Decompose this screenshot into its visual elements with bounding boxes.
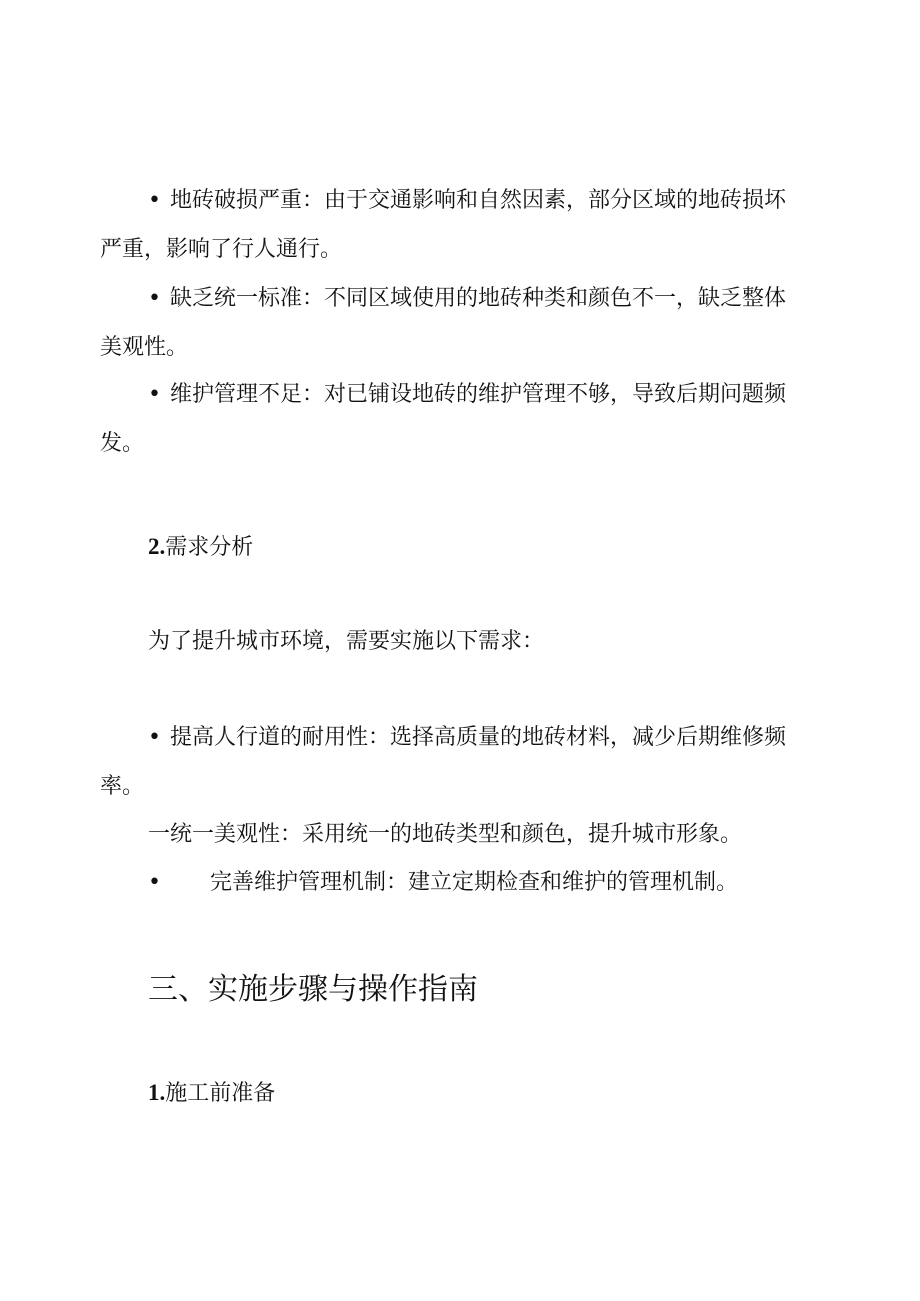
section-3-1-number: 1.	[148, 1080, 166, 1105]
section-2-title: 需求分析	[165, 535, 254, 560]
requirement-item-1-line1: • 提高人行道的耐用性：选择高质量的地砖材料，减少后期维修频	[100, 713, 818, 762]
bullet-icon: •	[148, 382, 161, 407]
bullet-icon: •	[148, 870, 161, 895]
problem-item-3-line2: 发。	[100, 431, 145, 456]
requirements-intro: 为了提升城市环境，需要实施以下需求：	[148, 629, 545, 654]
section-2-heading	[148, 532, 253, 563]
bullet-icon: •	[148, 286, 161, 311]
requirement-item-2: 一统一美观性：采用统一的地砖类型和颜色，提升城市形象。	[148, 822, 743, 847]
section-3-1-title: 施工前准备	[165, 1081, 276, 1106]
problem-item-3-line1: • 维护管理不足：对已铺设地砖的维护管理不够，导致后期问题频	[100, 370, 818, 419]
problem-item-2-line1: • 缺乏统一标准：不同区域使用的地砖种类和颜色不一，缺乏整体	[100, 274, 818, 323]
problem-item-2-line2: 美观性。	[100, 335, 189, 360]
problem-item-3	[100, 370, 818, 468]
requirement-item-1	[100, 713, 818, 811]
bullet-icon: •	[148, 188, 161, 213]
bullet-icon: •	[148, 725, 161, 750]
requirement-item-3	[148, 868, 738, 898]
problem-item-2	[100, 274, 818, 372]
section-3-title: 三、实施步骤与操作指南	[148, 972, 478, 1007]
section-3-1-heading	[148, 1078, 275, 1109]
problem-item-1	[100, 176, 818, 274]
section-2-number: 2.	[148, 534, 166, 559]
problem-item-1-line2: 严重，影响了行人通行。	[100, 237, 343, 262]
problem-item-1-line1: • 地砖破损严重：由于交通影响和自然因素，部分区域的地砖损坏	[100, 176, 818, 225]
requirement-item-1-line2: 率。	[100, 774, 145, 799]
requirement-item-3-text: 完善维护管理机制：建立定期检查和维护的管理机制。	[210, 870, 739, 895]
